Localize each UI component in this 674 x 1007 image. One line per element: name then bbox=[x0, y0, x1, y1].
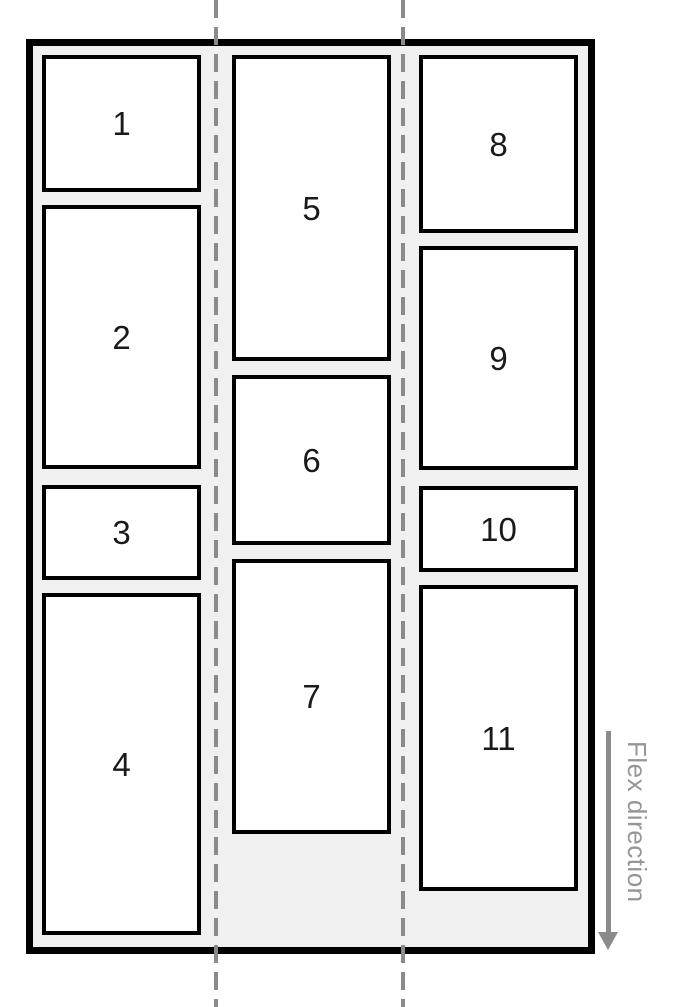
column-guide-dashed-line-2 bbox=[401, 0, 405, 1007]
flex-item-box-11 bbox=[419, 585, 578, 891]
flex-direction-arrow-head-icon bbox=[598, 932, 618, 950]
flex-item-box-3 bbox=[42, 485, 201, 580]
flex-item-label: 7 bbox=[302, 678, 321, 715]
flex-item-label: 1 bbox=[112, 105, 131, 142]
column-guide-dashed-line-1 bbox=[214, 0, 218, 1007]
flex-item-label: 3 bbox=[112, 514, 131, 551]
flex-item-box-8 bbox=[419, 55, 578, 233]
flex-item-label: 2 bbox=[112, 318, 131, 356]
flex-item-box-10 bbox=[419, 486, 578, 572]
flex-item-box-4 bbox=[42, 593, 201, 935]
flex-item-label: 10 bbox=[480, 510, 517, 548]
flex-item-label: 6 bbox=[302, 441, 321, 479]
flex-item-label: 8 bbox=[489, 125, 508, 163]
flex-item-box-5 bbox=[232, 55, 391, 361]
flex-direction-label: Flex direction bbox=[622, 741, 652, 903]
flex-item-label: 11 bbox=[481, 719, 516, 757]
flex-item-label: 9 bbox=[489, 339, 508, 377]
flex-item-box-7 bbox=[232, 559, 391, 834]
flex-direction-arrow-shaft bbox=[606, 731, 611, 932]
flex-item-box-6 bbox=[232, 375, 391, 545]
flex-item-box-1 bbox=[42, 55, 201, 192]
flex-item-box-9 bbox=[419, 246, 578, 470]
flex-item-label: 5 bbox=[302, 189, 321, 227]
flex-item-label: 4 bbox=[112, 745, 131, 783]
flex-item-box-2 bbox=[42, 205, 201, 469]
